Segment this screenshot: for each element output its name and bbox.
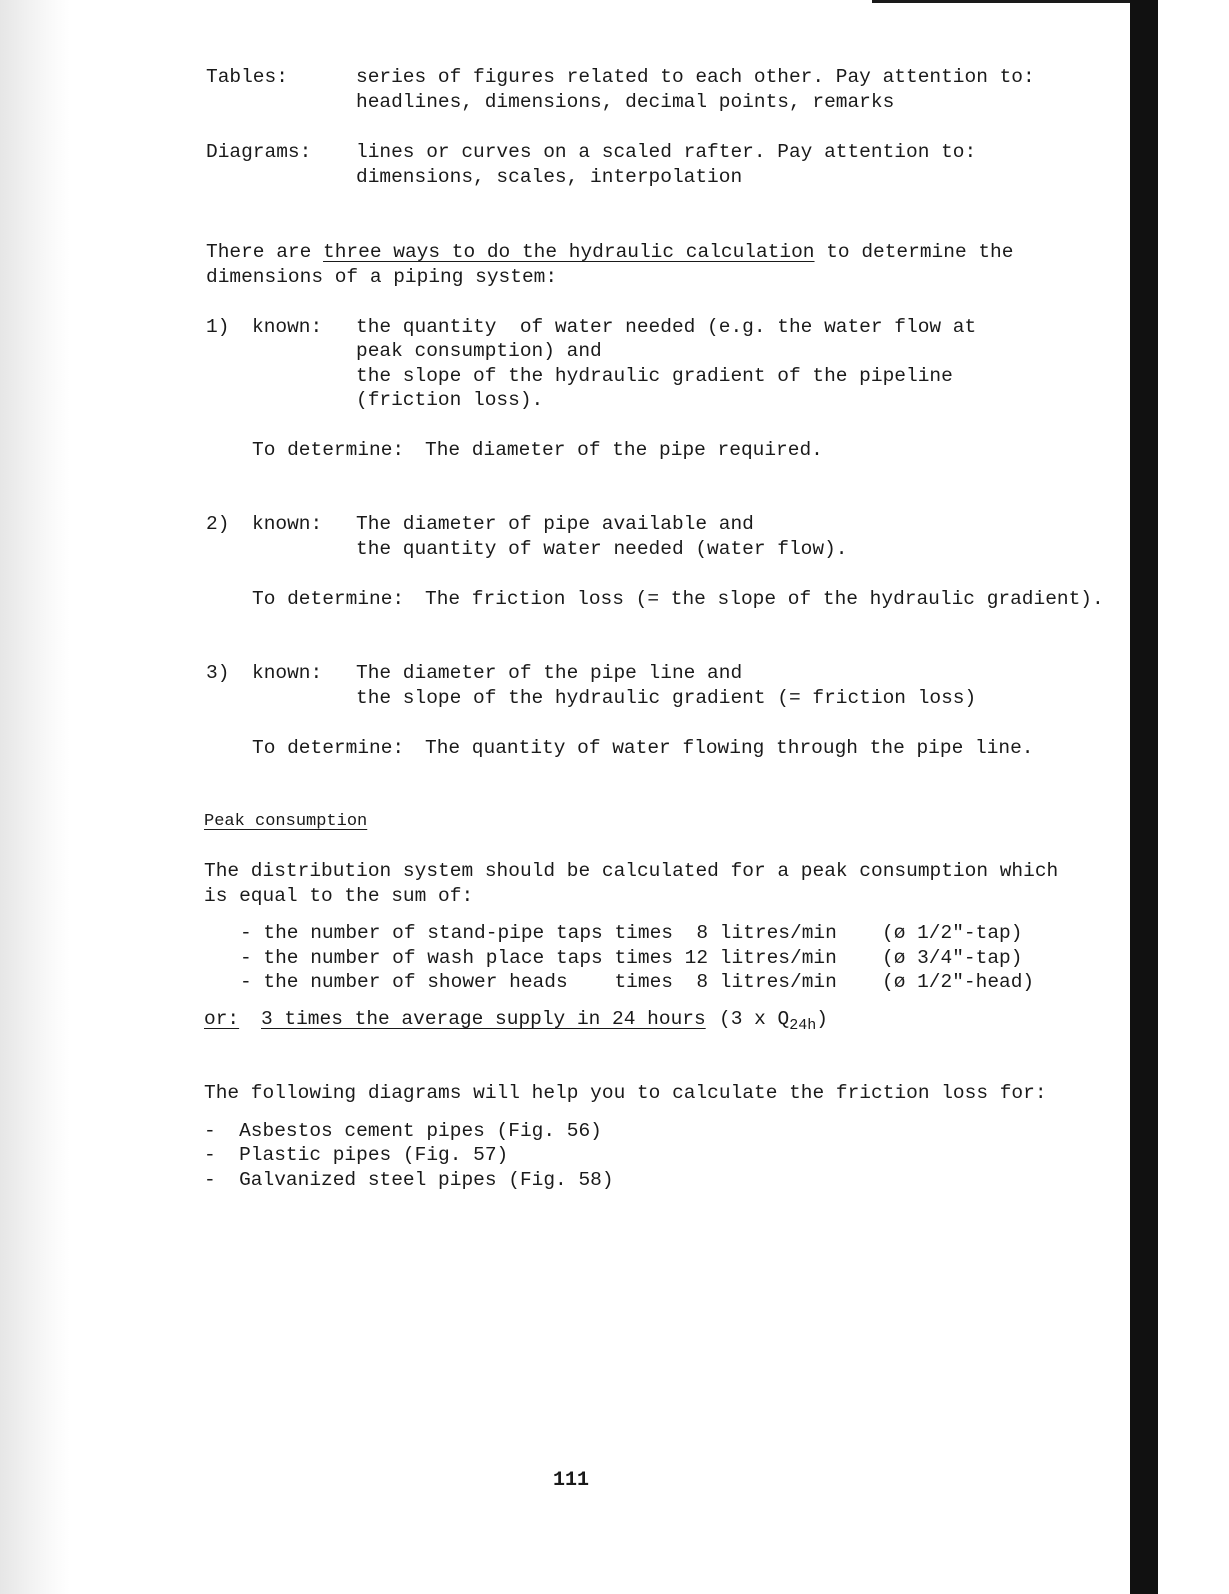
method-1-known-label: known: — [252, 316, 323, 338]
following-intro: The following diagrams will help you to calculate the friction loss for: — [204, 1082, 1047, 1104]
following-item-1: - Asbestos cement pipes (Fig. 56) — [204, 1120, 602, 1142]
method-2-known-line-1: The diameter of pipe available and — [356, 513, 754, 535]
peak-item-2-text: - the number of wash place taps times 12 litres/min — [240, 947, 837, 969]
or-underlined-text: 3 times the average supply in 24 hours — [261, 1008, 706, 1030]
method-1-known-line-3: the slope of the hydraulic gradient of the pipeline — [356, 365, 953, 387]
method-1-known-line-1: the quantity of water needed (e.g. the water flow at — [356, 316, 977, 338]
peak-item-3-note: (ø 1/2"-head) — [882, 971, 1035, 993]
method-3-known-line-1: The diameter of the pipe line and — [356, 662, 743, 684]
peak-item-1-text: - the number of stand-pipe taps times 8 litres/min — [240, 922, 837, 944]
or-label: or: — [204, 1008, 240, 1030]
method-2-determine-label: To determine: — [252, 588, 405, 610]
or-formula-close: ) — [816, 1008, 828, 1030]
intro-after: to determine the — [814, 241, 1014, 263]
method-2-determine-text: The friction loss (= the slope of the hydraulic gradient). — [425, 588, 1104, 610]
peak-item-1-note: (ø 1/2"-tap) — [882, 922, 1023, 944]
method-1-determine-text: The diameter of the pipe required. — [425, 439, 823, 461]
peak-paragraph-line-2: is equal to the sum of: — [204, 885, 474, 907]
or-formula-open: (3 x Q — [719, 1008, 790, 1030]
intro-line-2: dimensions of a piping system: — [206, 266, 558, 288]
method-1-determine-label: To determine: — [252, 439, 405, 461]
tables-definition-line-2: headlines, dimensions, decimal points, remarks — [356, 91, 895, 113]
peak-item-2-note: (ø 3/4"-tap) — [882, 947, 1023, 969]
method-3-number: 3) — [206, 662, 230, 684]
method-1-number: 1) — [206, 316, 230, 338]
method-2-known-label: known: — [252, 513, 323, 535]
intro-line-1 — [206, 243, 1013, 263]
following-item-3: - Galvanized steel pipes (Fig. 58) — [204, 1169, 614, 1191]
tables-term: Tables: — [206, 66, 288, 88]
diagrams-definition-line-2: dimensions, scales, interpolation — [356, 166, 743, 188]
peak-paragraph-line-1: The distribution system should be calculated for a peak consumption which — [204, 860, 1059, 882]
method-2-number: 2) — [206, 513, 230, 535]
method-1-known-line-4: (friction loss). — [356, 389, 544, 411]
method-1-known-line-2: peak consumption) and — [356, 340, 602, 362]
method-3-known-label: known: — [252, 662, 323, 684]
tables-definition-line-1: series of figures related to each other. Pay attention to: — [356, 66, 1035, 88]
method-2-known-line-2: the quantity of water needed (water flow). — [356, 538, 848, 560]
method-3-known-line-2: the slope of the hydraulic gradient (= friction loss) — [356, 687, 977, 709]
scan-top-rule — [872, 0, 1158, 3]
or-formula — [719, 1010, 828, 1033]
method-3-determine-label: To determine: — [252, 737, 405, 759]
scan-left-edge — [0, 0, 70, 1594]
scan-right-edge — [1130, 0, 1158, 1594]
intro-underlined-phrase: three ways to do the hydraulic calculation — [323, 241, 815, 263]
diagrams-definition-line-1: lines or curves on a scaled rafter. Pay attention to: — [356, 141, 977, 163]
page-number: 111 — [553, 1469, 590, 1492]
method-3-determine-text: The quantity of water flowing through the pipe line. — [425, 737, 1034, 759]
or-formula-subscript: 24h — [789, 1017, 817, 1034]
intro-before: There are — [206, 241, 324, 263]
peak-consumption-heading: Peak consumption — [204, 812, 368, 831]
diagrams-term: Diagrams: — [206, 141, 312, 163]
peak-item-3-text: - the number of shower heads times 8 litres/min — [240, 971, 837, 993]
following-item-2: - Plastic pipes (Fig. 57) — [204, 1144, 509, 1166]
